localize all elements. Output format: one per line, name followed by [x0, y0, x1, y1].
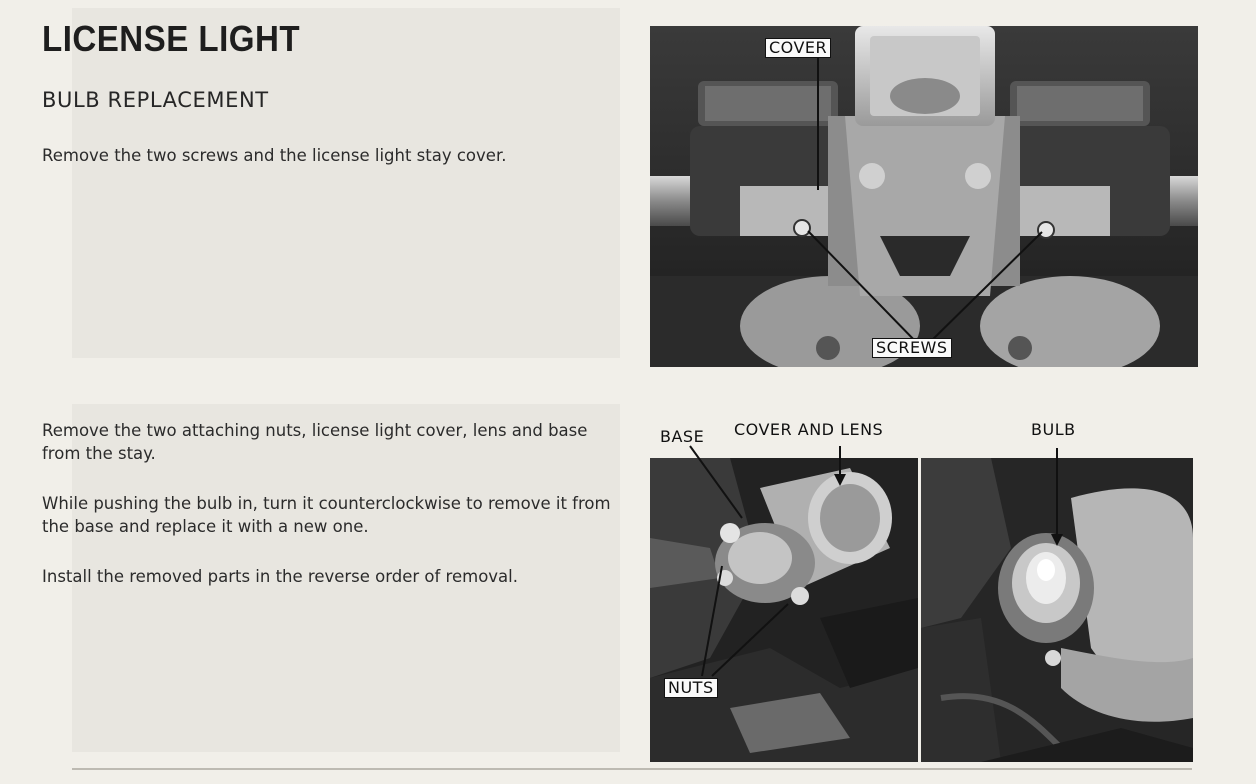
screws-label: SCREWS	[872, 338, 952, 358]
bulb-illustration	[921, 418, 1193, 762]
bulb-photo	[921, 418, 1193, 762]
step1-instruction: Remove the two screws and the license light stay cover.	[42, 146, 507, 165]
cover-label: COVER	[765, 38, 831, 58]
page-title: LICENSE LIGHT	[42, 18, 301, 59]
step2-paragraph-1: Remove the two attaching nuts, license light cover, lens and base from the stay.	[42, 421, 588, 463]
step2-paragraph-3: Install the removed parts in the reverse order of removal.	[42, 567, 519, 586]
cover-and-lens-label: COVER AND LENS	[734, 420, 884, 439]
base-label: BASE	[660, 427, 705, 446]
section-subtitle: BULB REPLACEMENT	[42, 88, 269, 112]
cover-screws-photo	[650, 26, 1198, 367]
base-lens-nuts-illustration	[650, 418, 918, 762]
bulb-label: BULB	[1031, 420, 1076, 439]
bleed-through-region	[72, 8, 620, 358]
nuts-label: NUTS	[664, 678, 718, 698]
page-bottom-rule	[72, 768, 1192, 770]
step2-paragraph-2: While pushing the bulb in, turn it counterclockwise to remove it from the base and replace it with a new one.	[42, 494, 611, 536]
base-lens-nuts-photo	[650, 418, 918, 762]
cover-screws-illustration	[650, 26, 1198, 367]
